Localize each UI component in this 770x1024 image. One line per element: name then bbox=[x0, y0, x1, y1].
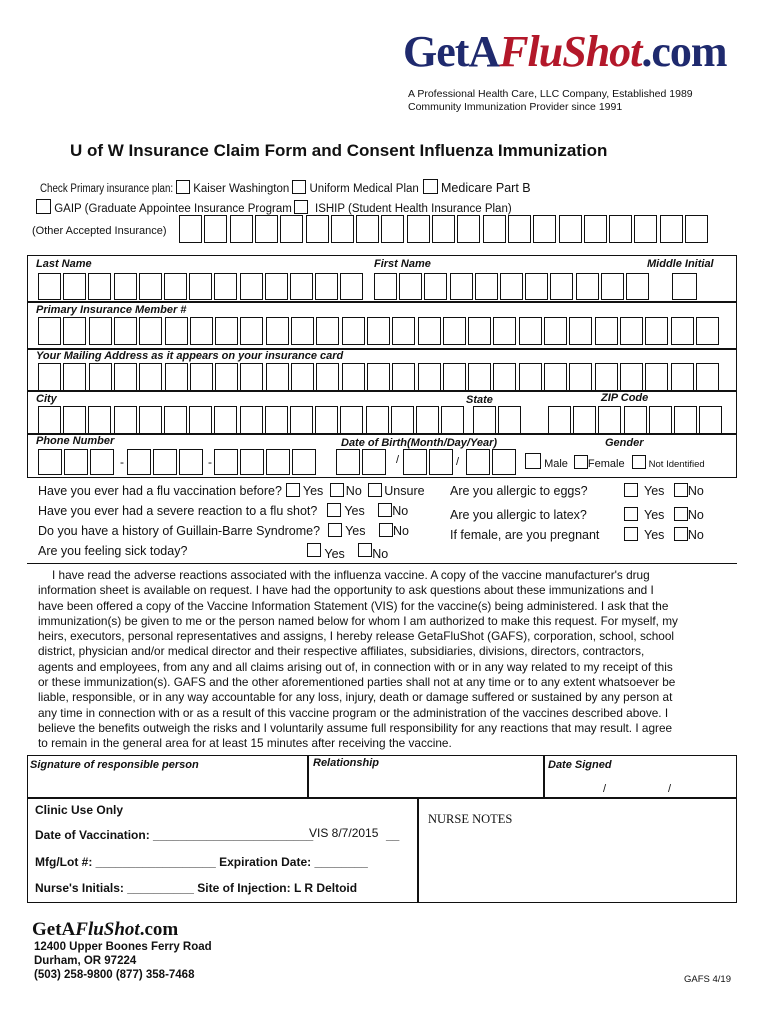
address-cell[interactable] bbox=[266, 363, 289, 391]
last-name-cell[interactable] bbox=[63, 273, 86, 300]
phone-cell[interactable] bbox=[153, 449, 177, 475]
other-insurance-cell[interactable] bbox=[280, 215, 303, 243]
city-cell[interactable] bbox=[366, 406, 389, 434]
date-slash-2: / bbox=[668, 783, 672, 795]
plan-row-1 bbox=[40, 179, 531, 195]
consent-line: liable, responsible, or in any way accountable for any loss, injury, death or damage suffered or sustained by any person at bbox=[38, 690, 673, 705]
other-insurance-cell[interactable] bbox=[634, 215, 657, 243]
yes-checkbox[interactable] bbox=[286, 483, 300, 497]
consent-line: or these immunization(s). GAFS and the other aforementioned parties shall not at any time or to any extent whatsoever be bbox=[38, 675, 676, 690]
date-signed-label: Date Signed bbox=[548, 759, 612, 771]
member-cell[interactable] bbox=[671, 317, 694, 345]
address-cell[interactable] bbox=[493, 363, 516, 391]
no-checkbox[interactable] bbox=[330, 483, 344, 497]
city-cell[interactable] bbox=[240, 406, 263, 434]
first-name-cell[interactable] bbox=[601, 273, 624, 300]
zip-cell[interactable] bbox=[624, 406, 647, 434]
dob-label: Date of Birth(Month/Day/Year) bbox=[341, 437, 498, 449]
last-name-cell[interactable] bbox=[139, 273, 162, 300]
medicare-checkbox[interactable] bbox=[423, 179, 438, 194]
other-insurance-cell[interactable] bbox=[559, 215, 582, 243]
footer-logo-com: .com bbox=[139, 919, 179, 940]
other-insurance-cell[interactable] bbox=[306, 215, 329, 243]
last-name-cell[interactable] bbox=[240, 273, 263, 300]
yes-checkbox[interactable] bbox=[624, 527, 638, 541]
consent-line: I have read the adverse reactions associated with the influenza vaccine. A copy of the vaccine manufacturer's drug bbox=[52, 568, 650, 582]
address-cell[interactable] bbox=[114, 363, 137, 391]
zip-label: ZIP Code bbox=[601, 392, 649, 404]
address-cell[interactable] bbox=[240, 363, 263, 391]
logo-com: .com bbox=[641, 27, 727, 76]
member-cell[interactable] bbox=[544, 317, 567, 345]
phone-cell[interactable] bbox=[292, 449, 316, 475]
address-cell[interactable] bbox=[38, 363, 61, 391]
last-name-cell[interactable] bbox=[315, 273, 338, 300]
other-insurance-cell[interactable] bbox=[331, 215, 354, 243]
member-cell[interactable] bbox=[190, 317, 213, 345]
no-label: No bbox=[687, 484, 704, 498]
gaip-checkbox[interactable] bbox=[36, 199, 51, 214]
dob-slash-2: / bbox=[456, 456, 460, 468]
other-insurance-cell[interactable] bbox=[660, 215, 683, 243]
address-line-3: (503) 258-9800 (877) 358-7468 bbox=[34, 969, 195, 981]
tagline bbox=[408, 88, 693, 114]
yes-label: Yes bbox=[344, 504, 365, 518]
first-name-cell[interactable] bbox=[450, 273, 473, 300]
question-text: Do you have a history of Guillain-Barre Syndrome? bbox=[38, 524, 321, 538]
address-cell[interactable] bbox=[671, 363, 694, 391]
city-label: City bbox=[36, 393, 57, 405]
last-name-cell[interactable] bbox=[38, 273, 61, 300]
member-cell[interactable] bbox=[63, 317, 86, 345]
member-cell[interactable] bbox=[443, 317, 466, 345]
first-name-cell[interactable] bbox=[626, 273, 649, 300]
date-of-vaccination bbox=[35, 826, 400, 842]
state-cell[interactable] bbox=[498, 406, 521, 434]
other-insurance-cell[interactable] bbox=[407, 215, 430, 243]
middle-initial-label: Middle Initial bbox=[647, 258, 714, 270]
member-cell[interactable] bbox=[240, 317, 263, 345]
city-cell[interactable] bbox=[416, 406, 439, 434]
city-cell[interactable] bbox=[139, 406, 162, 434]
address-cell[interactable] bbox=[468, 363, 491, 391]
consent-line: have been offered a copy of the Vaccine Information Statement (VIS) for the vaccine(s) being administered. I ask that the bbox=[38, 598, 669, 613]
middle-initial-cell[interactable] bbox=[672, 273, 697, 300]
first-name-label: First Name bbox=[374, 258, 431, 270]
divider bbox=[307, 756, 309, 797]
other-insurance-cell[interactable] bbox=[483, 215, 506, 243]
zip-cell[interactable] bbox=[699, 406, 722, 434]
question-latex: Are you allergic to latex? bbox=[450, 508, 587, 522]
male-label: Male bbox=[544, 458, 568, 470]
divider bbox=[28, 301, 736, 303]
city-cell[interactable] bbox=[315, 406, 338, 434]
question-feeling-sick bbox=[38, 543, 389, 561]
yes-label: Yes bbox=[324, 547, 345, 561]
member-cell[interactable] bbox=[569, 317, 592, 345]
zip-cell[interactable] bbox=[674, 406, 697, 434]
phone-cell[interactable] bbox=[64, 449, 88, 475]
yes-label: Yes bbox=[644, 484, 665, 498]
dob-cell[interactable] bbox=[492, 449, 516, 475]
latex-answers bbox=[624, 507, 704, 522]
date-of-vaccination-label: Date of Vaccination: ________________________ bbox=[35, 828, 314, 842]
vis-underline: __ bbox=[386, 828, 400, 842]
city-cell[interactable] bbox=[88, 406, 111, 434]
phone-dash-1: - bbox=[120, 455, 124, 469]
yes-checkbox[interactable] bbox=[328, 523, 342, 537]
member-cell[interactable] bbox=[620, 317, 643, 345]
city-cell[interactable] bbox=[340, 406, 363, 434]
first-name-cell[interactable] bbox=[550, 273, 573, 300]
last-name-cell[interactable] bbox=[214, 273, 237, 300]
not-identified-checkbox[interactable] bbox=[632, 455, 646, 469]
city-cell[interactable] bbox=[114, 406, 137, 434]
other-insurance-cell[interactable] bbox=[356, 215, 379, 243]
question-text: Have you ever had a flu vaccination before? bbox=[38, 484, 282, 498]
pregnant-answers bbox=[624, 527, 704, 542]
tagline-line-2: Community Immunization Provider since 1991 bbox=[408, 101, 623, 113]
no-checkbox[interactable] bbox=[358, 543, 372, 557]
city-cell[interactable] bbox=[265, 406, 288, 434]
no-checkbox[interactable] bbox=[379, 523, 393, 537]
footer-address bbox=[34, 940, 212, 982]
ump-label: Uniform Medical Plan bbox=[309, 183, 419, 195]
city-cell[interactable] bbox=[164, 406, 187, 434]
female-checkbox[interactable] bbox=[574, 455, 588, 469]
zip-cell[interactable] bbox=[548, 406, 571, 434]
consent-line: believe the benefits outweigh the risks and I voluntarily assume full responsibility for any reactions that may result. I agree bbox=[38, 720, 673, 735]
city-cell[interactable] bbox=[214, 406, 237, 434]
dob-cell[interactable] bbox=[466, 449, 490, 475]
question-severe-reaction bbox=[38, 503, 408, 518]
other-insurance-cell[interactable] bbox=[584, 215, 607, 243]
question-text: Are you feeling sick today? bbox=[38, 544, 188, 558]
zip-cell[interactable] bbox=[649, 406, 672, 434]
unsure-label: Unsure bbox=[384, 484, 425, 498]
phone-cell[interactable] bbox=[127, 449, 151, 475]
logo-flu: FluShot bbox=[499, 27, 642, 76]
question-text: Have you ever had a severe reaction to a flu shot? bbox=[38, 504, 318, 518]
other-insurance-cell[interactable] bbox=[179, 215, 202, 243]
first-name-cell[interactable] bbox=[399, 273, 422, 300]
yes-checkbox[interactable] bbox=[327, 503, 341, 517]
phone-cell[interactable] bbox=[90, 449, 114, 475]
last-name-cell[interactable] bbox=[265, 273, 288, 300]
consent-line: heirs, executors, personal representatives and assigns, I hereby release GetaFluShot (GAFS), corporation, school, school bbox=[38, 629, 675, 644]
phone-cell[interactable] bbox=[266, 449, 290, 475]
no-label: No bbox=[687, 528, 704, 542]
address-cell[interactable] bbox=[165, 363, 188, 391]
other-insurance-cell[interactable] bbox=[381, 215, 404, 243]
last-name-label: Last Name bbox=[36, 258, 92, 270]
address-cell[interactable] bbox=[342, 363, 365, 391]
eggs-answers bbox=[624, 483, 704, 498]
city-cell[interactable] bbox=[189, 406, 212, 434]
address-cell[interactable] bbox=[620, 363, 643, 391]
address-cell[interactable] bbox=[63, 363, 86, 391]
mfg-lot: Mfg/Lot #: __________________ Expiration Date: ________ bbox=[35, 855, 368, 869]
city-cell[interactable] bbox=[38, 406, 61, 434]
tagline-line-1: A Professional Health Care, LLC Company, Established 1989 bbox=[408, 88, 693, 100]
phone-cell[interactable] bbox=[38, 449, 62, 475]
last-name-cell[interactable] bbox=[164, 273, 187, 300]
city-cell[interactable] bbox=[441, 406, 464, 434]
member-cell[interactable] bbox=[418, 317, 441, 345]
form-title: U of W Insurance Claim Form and Consent Influenza Immunization bbox=[70, 141, 608, 160]
address-cell[interactable] bbox=[139, 363, 162, 391]
last-name-cell[interactable] bbox=[114, 273, 137, 300]
question-flu-vaccination bbox=[38, 483, 425, 498]
gender-options bbox=[525, 453, 705, 470]
other-insurance-label: (Other Accepted Insurance) bbox=[32, 225, 167, 237]
other-insurance-cell[interactable] bbox=[255, 215, 278, 243]
phone-dash-2: - bbox=[208, 455, 212, 469]
address-cell[interactable] bbox=[519, 363, 542, 391]
signature-label: Signature of responsible person bbox=[30, 759, 199, 771]
state-cell[interactable] bbox=[473, 406, 496, 434]
consent-line: immunization(s) be given to me or the person named below for whom I am authorized to make this request. For myself, my bbox=[38, 613, 678, 628]
first-name-cell[interactable] bbox=[500, 273, 523, 300]
no-checkbox[interactable] bbox=[378, 503, 392, 517]
clinic-title: Clinic Use Only bbox=[35, 803, 124, 817]
member-cell[interactable] bbox=[291, 317, 314, 345]
consent-line: to remain in the general area for at least 15 minutes after receiving the vaccine. bbox=[38, 736, 452, 751]
zip-cell[interactable] bbox=[573, 406, 596, 434]
address-cell[interactable] bbox=[595, 363, 618, 391]
yes-checkbox[interactable] bbox=[307, 543, 321, 557]
gender-label: Gender bbox=[605, 437, 644, 449]
member-cell[interactable] bbox=[114, 317, 137, 345]
consent-line: agents and employees, from any and all claims arising out of, in connection with or in any way related to my receipt of this bbox=[38, 659, 673, 674]
vis-date: VIS 8/7/2015 bbox=[309, 826, 379, 840]
phone-label: Phone Number bbox=[36, 435, 115, 447]
member-cell[interactable] bbox=[89, 317, 112, 345]
address-line-2: Durham, OR 97224 bbox=[34, 955, 137, 967]
form-code: GAFS 4/19 bbox=[684, 974, 731, 985]
dob-cell[interactable] bbox=[362, 449, 386, 475]
city-cell[interactable] bbox=[63, 406, 86, 434]
first-name-cell[interactable] bbox=[424, 273, 447, 300]
member-cell[interactable] bbox=[139, 317, 162, 345]
gaip-label: GAIP (Graduate Appointee Insurance Program bbox=[54, 203, 292, 215]
yes-label: Yes bbox=[345, 524, 366, 538]
other-insurance-cell[interactable] bbox=[609, 215, 632, 243]
member-cell[interactable] bbox=[468, 317, 491, 345]
address-cell[interactable] bbox=[544, 363, 567, 391]
no-label: No bbox=[345, 484, 362, 498]
divider bbox=[27, 563, 737, 564]
consent-line: any time in connection with or as a result of this vaccine program or the administration of the vaccines described above. I bbox=[38, 705, 669, 720]
member-cell[interactable] bbox=[316, 317, 339, 345]
address-cell[interactable] bbox=[316, 363, 339, 391]
phone-cell[interactable] bbox=[240, 449, 264, 475]
other-insurance-cell[interactable] bbox=[230, 215, 253, 243]
no-label: No bbox=[687, 508, 704, 522]
phone-cell[interactable] bbox=[179, 449, 203, 475]
dob-cell[interactable] bbox=[403, 449, 427, 475]
dob-cell[interactable] bbox=[429, 449, 453, 475]
member-cell[interactable] bbox=[266, 317, 289, 345]
yes-checkbox[interactable] bbox=[624, 483, 638, 497]
other-insurance-cell[interactable] bbox=[432, 215, 455, 243]
state-label: State bbox=[466, 394, 493, 406]
question-pregnant: If female, are you pregnant bbox=[450, 528, 600, 542]
address-cell[interactable] bbox=[418, 363, 441, 391]
city-cell[interactable] bbox=[391, 406, 414, 434]
first-name-cell[interactable] bbox=[475, 273, 498, 300]
address-cell[interactable] bbox=[443, 363, 466, 391]
member-cell[interactable] bbox=[342, 317, 365, 345]
yes-checkbox[interactable] bbox=[624, 507, 638, 521]
question-eggs: Are you allergic to eggs? bbox=[450, 484, 588, 498]
consent-line: district, physician and/or medical director and their respective affiliates, subsidiaries, divisions, directors, contractors, bbox=[38, 644, 645, 659]
member-cell[interactable] bbox=[645, 317, 668, 345]
member-cell[interactable] bbox=[696, 317, 719, 345]
address-cell[interactable] bbox=[392, 363, 415, 391]
yes-label: Yes bbox=[644, 528, 665, 542]
iship-checkbox[interactable] bbox=[294, 200, 308, 214]
footer-logo-get: GetA bbox=[32, 919, 76, 940]
plan-row-2 bbox=[36, 199, 512, 215]
last-name-cell[interactable] bbox=[189, 273, 212, 300]
member-cell[interactable] bbox=[493, 317, 516, 345]
consent-paragraph bbox=[38, 568, 728, 752]
not-identified-label: Not Identified bbox=[648, 459, 705, 470]
member-label: Primary Insurance Member # bbox=[36, 304, 187, 316]
logo-get: GetA bbox=[403, 27, 500, 76]
plan-label: Check Primary insurance plan: bbox=[40, 183, 174, 195]
member-cell[interactable] bbox=[519, 317, 542, 345]
address-cell[interactable] bbox=[215, 363, 238, 391]
kaiser-checkbox[interactable] bbox=[176, 180, 190, 194]
no-label: No bbox=[372, 547, 389, 561]
other-insurance-cell[interactable] bbox=[457, 215, 480, 243]
relationship-label: Relationship bbox=[313, 757, 380, 769]
footer-logo-flu: FluShot bbox=[75, 919, 140, 940]
member-cell[interactable] bbox=[165, 317, 188, 345]
consent-line: information sheet is available on request. I have had the opportunity to ask questions about these immunizations and I bbox=[38, 583, 654, 598]
address-cell[interactable] bbox=[696, 363, 719, 391]
nurse-initials: Nurse's Initials: __________ Site of Injection: L R Deltoid bbox=[35, 881, 358, 895]
member-cell[interactable] bbox=[215, 317, 238, 345]
address-cell[interactable] bbox=[645, 363, 668, 391]
first-name-cell[interactable] bbox=[525, 273, 548, 300]
address-cell[interactable] bbox=[89, 363, 112, 391]
phone-cell[interactable] bbox=[214, 449, 238, 475]
zip-cell[interactable] bbox=[598, 406, 621, 434]
address-cell[interactable] bbox=[569, 363, 592, 391]
no-label: No bbox=[392, 524, 409, 538]
male-checkbox[interactable] bbox=[525, 453, 541, 469]
last-name-cell[interactable] bbox=[290, 273, 313, 300]
nurse-notes-label: NURSE NOTES bbox=[428, 812, 513, 826]
question-guillain-barre bbox=[38, 523, 409, 538]
footer-logo bbox=[32, 919, 178, 941]
logo bbox=[403, 27, 727, 76]
female-label: Female bbox=[587, 458, 625, 470]
divider bbox=[543, 756, 545, 797]
dob-slash-1: / bbox=[396, 454, 400, 466]
date-slash-1: / bbox=[603, 783, 607, 795]
yes-label: Yes bbox=[644, 508, 665, 522]
city-cell[interactable] bbox=[290, 406, 313, 434]
no-label: No bbox=[392, 504, 409, 518]
dob-cell[interactable] bbox=[336, 449, 360, 475]
ump-checkbox[interactable] bbox=[292, 180, 306, 194]
other-insurance-cell[interactable] bbox=[685, 215, 708, 243]
kaiser-label: Kaiser Washington bbox=[193, 183, 290, 195]
last-name-cell[interactable] bbox=[88, 273, 111, 300]
other-insurance-cell[interactable] bbox=[508, 215, 531, 243]
other-insurance-cell[interactable] bbox=[204, 215, 227, 243]
yes-label: Yes bbox=[302, 484, 324, 498]
member-cell[interactable] bbox=[367, 317, 390, 345]
no-checkbox[interactable] bbox=[674, 527, 688, 541]
first-name-cell[interactable] bbox=[576, 273, 599, 300]
no-checkbox[interactable] bbox=[674, 483, 688, 497]
address-cell[interactable] bbox=[291, 363, 314, 391]
address-cell[interactable] bbox=[367, 363, 390, 391]
other-insurance-cell[interactable] bbox=[533, 215, 556, 243]
medicare-label: Medicare Part B bbox=[441, 181, 531, 195]
address-cell[interactable] bbox=[190, 363, 213, 391]
unsure-checkbox[interactable] bbox=[368, 483, 382, 497]
iship-label: ISHIP (Student Health Insurance Plan) bbox=[315, 203, 512, 215]
member-cell[interactable] bbox=[38, 317, 61, 345]
address-line-1: 12400 Upper Boones Ferry Road bbox=[34, 941, 212, 953]
member-cell[interactable] bbox=[595, 317, 618, 345]
divider bbox=[417, 799, 419, 902]
address-label: Your Mailing Address as it appears on your insurance card bbox=[36, 350, 344, 362]
first-name-cell[interactable] bbox=[374, 273, 397, 300]
no-checkbox[interactable] bbox=[674, 507, 688, 521]
last-name-cell[interactable] bbox=[340, 273, 363, 300]
member-cell[interactable] bbox=[392, 317, 415, 345]
